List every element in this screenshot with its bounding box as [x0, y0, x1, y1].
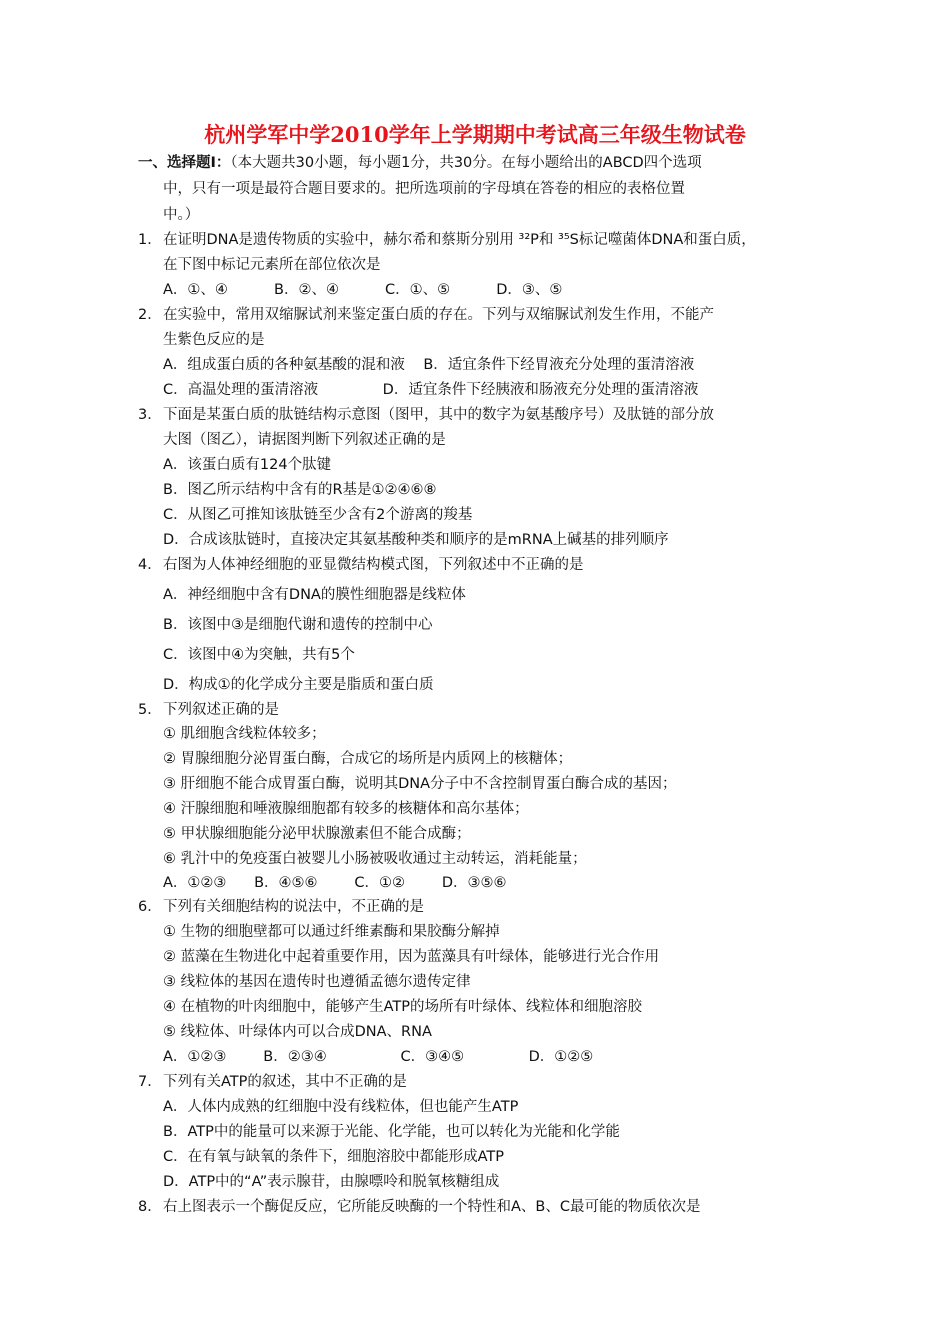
question-5-item-1: ① 肌细胞含线粒体较多； [163, 726, 326, 742]
question-5-item-4: ④ 汗腺细胞和唾液腺细胞都有较多的核糖体和高尔基体； [163, 801, 529, 817]
question-3-number: 3． [138, 407, 162, 423]
question-6-options: A．①②③ B．②③④ C．③④⑤ D．①②⑤ [163, 1049, 594, 1065]
question-2-options-line2: C．高温处理的蛋清溶液 D．适宜条件下经胰液和肠液充分处理的蛋清溶液 [163, 382, 699, 398]
question-4-option-c: C．该图中④为突触，共有5个 [163, 647, 355, 663]
question-1-options: A．①、④ B．②、④ C．①、⑤ D．③、⑤ [163, 282, 563, 298]
question-5-item-5: ⑤ 甲状腺细胞能分泌甲状腺激素但不能合成酶； [163, 826, 471, 842]
question-6-item-5: ⑤ 线粒体、叶绿体内可以合成DNA、RNA [163, 1024, 432, 1040]
question-6-number: 6． [138, 899, 162, 915]
question-6-item-4: ④ 在植物的叶肉细胞中，能够产生ATP的场所有叶绿体、线粒体和细胞溶胶 [163, 999, 642, 1015]
section-instructions-line1: （本大题共30小题，每小题1分，共30分。在每小题给出的ABCD四个选项 [230, 155, 702, 171]
question-5-number: 5． [138, 702, 162, 718]
question-3-stem-line2: 大图（图乙），请据图判断下列叙述正确的是 [163, 432, 446, 448]
section-instructions-line2: 中，只有一项是最符合题目要求的。把所选项前的字母填在答卷的相应的表格位置 [163, 181, 685, 197]
question-6-stem: 下列有关细胞结构的说法中，不正确的是 [163, 899, 424, 915]
question-7-option-b: B．ATP中的能量可以来源于光能、化学能，也可以转化为光能和化学能 [163, 1124, 620, 1140]
question-7-option-c: C．在有氧与缺氧的条件下，细胞溶胶中都能形成ATP [163, 1149, 505, 1165]
question-6-item-2: ② 蓝藻在生物进化中起着重要作用，因为蓝藻具有叶绿体，能够进行光合作用 [163, 949, 660, 965]
question-1-stem-line1: 在证明DNA是遗传物质的实验中，赫尔希和蔡斯分别用 ³²P和 ³⁵S标记噬菌体DNA和蛋白质， [163, 232, 756, 248]
question-4-option-d: D．构成①的化学成分主要是脂质和蛋白质 [163, 677, 434, 693]
section-header [138, 150, 828, 176]
question-8-stem: 右上图表示一个酶促反应，它所能反映酶的一个特性和A、B、C最可能的物质依次是 [163, 1199, 701, 1215]
section-label: 一、选择题Ⅰ： [138, 155, 231, 171]
question-4-option-a: A．神经细胞中含有DNA的膜性细胞器是线粒体 [163, 587, 466, 603]
question-5-stem: 下列叙述正确的是 [163, 702, 279, 718]
exam-title: 杭州学军中学2010学年上学期期中考试高三年级生物试卷 [204, 122, 746, 147]
question-2-stem-line2: 生紫色反应的是 [163, 332, 265, 348]
question-3-option-d: D．合成该肽链时，直接决定其氨基酸种类和顺序的是mRNA上碱基的排列顺序 [163, 532, 669, 548]
question-5-item-2: ② 胃腺细胞分泌胃蛋白酶，合成它的场所是内质网上的核糖体； [163, 751, 573, 767]
question-5-item-3: ③ 肝细胞不能合成胃蛋白酶，说明其DNA分子中不含控制胃蛋白酶合成的基因； [163, 776, 677, 792]
question-5-item-6: ⑥ 乳汁中的免疫蛋白被婴儿小肠被吸收通过主动转运，消耗能量； [163, 851, 587, 867]
question-4-option-b: B．该图中③是细胞代谢和遗传的控制中心 [163, 617, 433, 633]
question-4-stem: 右图为人体神经细胞的亚显微结构模式图，下列叙述中不正确的是 [163, 557, 584, 573]
section-instructions-line3: 中。） [163, 207, 200, 223]
question-8-number: 8． [138, 1199, 162, 1215]
question-3-option-b: B．图乙所示结构中含有的R基是①②④⑥⑧ [163, 482, 437, 498]
question-3-option-c: C．从图乙可推知该肽链至少含有2个游离的羧基 [163, 507, 473, 523]
question-2-stem-line1: 在实验中，常用双缩脲试剂来鉴定蛋白质的存在。下列与双缩脲试剂发生作用，不能产 [163, 307, 714, 323]
question-5-options: A．①②③ B．④⑤⑥ C．①② D．③⑤⑥ [163, 875, 507, 891]
question-6-item-3: ③ 线粒体的基因在遗传时也遵循孟德尔遗传定律 [163, 974, 471, 990]
question-7-number: 7． [138, 1074, 162, 1090]
question-7-stem: 下列有关ATP的叙述，其中不正确的是 [163, 1074, 407, 1090]
question-1-number: 1． [138, 232, 162, 248]
question-3-option-a: A．该蛋白质有124个肽键 [163, 457, 332, 473]
question-7-option-d: D．ATP中的“A”表示腺苷，由腺嘌呤和脱氧核糖组成 [163, 1174, 500, 1190]
question-7-option-a: A．人体内成熟的红细胞中没有线粒体，但也能产生ATP [163, 1099, 519, 1115]
question-3-stem-line1: 下面是某蛋白质的肽链结构示意图（图甲，其中的数字为氨基酸序号）及肽链的部分放 [163, 407, 714, 423]
question-2-number: 2． [138, 307, 162, 323]
question-6-item-1: ① 生物的细胞壁都可以通过纤维素酶和果胶酶分解掉 [163, 924, 500, 940]
question-2-options-line1: A．组成蛋白质的各种氨基酸的混和液 B．适宜条件下经胃液充分处理的蛋清溶液 [163, 357, 695, 373]
question-1-stem-line2: 在下图中标记元素所在部位依次是 [163, 257, 381, 273]
question-4-number: 4． [138, 557, 162, 573]
